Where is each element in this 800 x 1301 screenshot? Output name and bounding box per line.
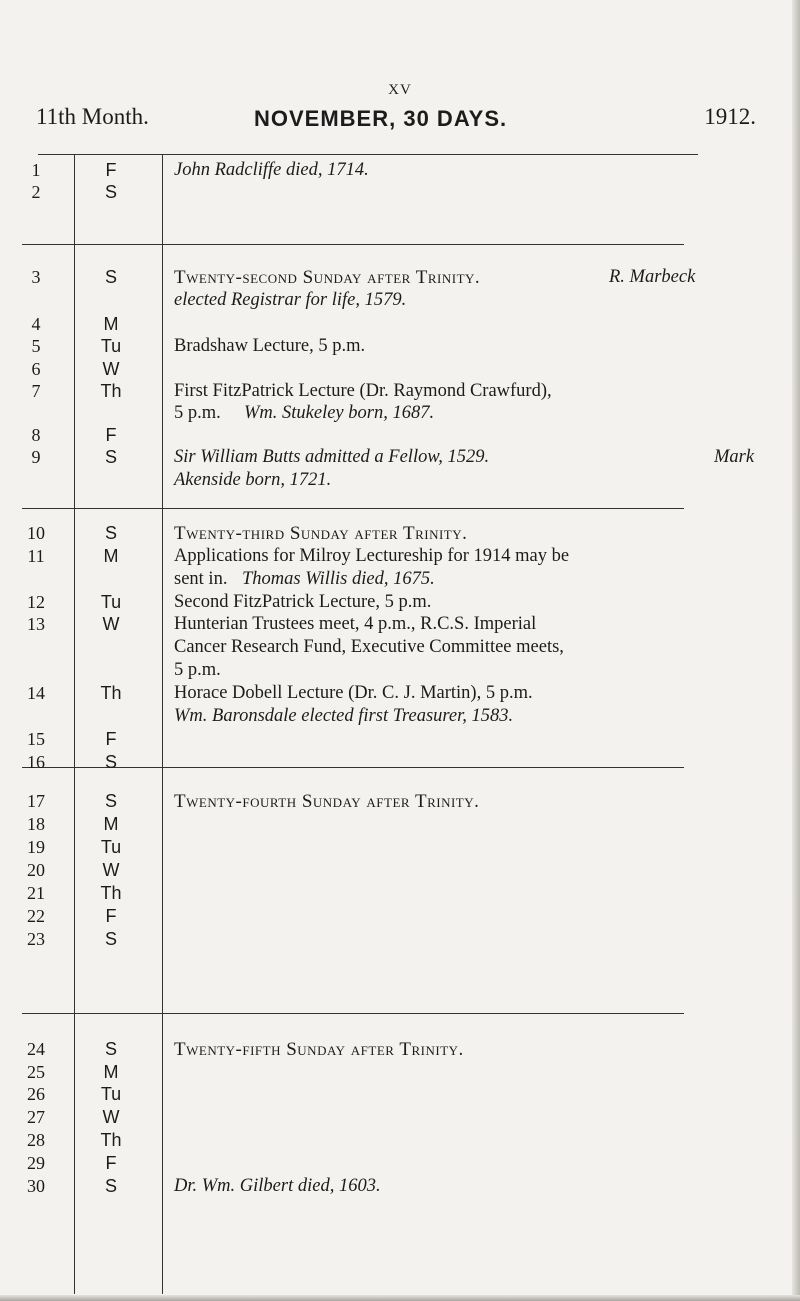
sunday-title: Twenty-fourth Sunday after Trinity. <box>174 791 480 812</box>
page-number: XV <box>388 82 412 98</box>
sunday-title: Twenty-fifth Sunday after Trinity. <box>174 1039 464 1060</box>
weekday: F <box>105 160 117 180</box>
day-number: 15 <box>27 729 45 749</box>
header-month: 11th Month. <box>36 104 149 129</box>
event-text: sent in. <box>174 569 228 589</box>
weekday: S <box>104 1176 117 1196</box>
weekday: M <box>103 1062 119 1082</box>
weekday: S <box>104 752 117 772</box>
day-number: 3 <box>31 267 41 287</box>
sunday-title: Twenty-second Sunday after Trinity. <box>174 267 481 288</box>
weekday: Tu <box>100 1084 122 1104</box>
header-year: 1912. <box>704 104 756 129</box>
day-number: 24 <box>27 1039 45 1059</box>
header-title: NOVEMBER, 30 DAYS. <box>254 106 508 131</box>
day-number: 18 <box>27 814 45 834</box>
weekday: F <box>105 729 117 749</box>
day-number: 12 <box>27 592 45 612</box>
weekday: S <box>104 267 117 287</box>
day-number: 22 <box>27 906 45 926</box>
event-text: Wm. Baronsdale elected first Treasurer, 1583. <box>174 706 514 726</box>
day-number: 28 <box>27 1130 45 1150</box>
page-header <box>36 104 766 134</box>
weekday: W <box>102 1107 120 1127</box>
weekday: S <box>104 929 117 949</box>
weekday: Th <box>100 1130 122 1150</box>
day-number: 1 <box>31 160 41 180</box>
weekday: Th <box>100 883 122 903</box>
weekday: Th <box>100 683 122 703</box>
event-text: Sir William Butts admitted a Fellow, 1529. <box>174 447 490 467</box>
event-text: Horace Dobell Lecture (Dr. C. J. Martin), 5 p.m. <box>174 683 533 703</box>
event-text: Mark <box>714 447 755 467</box>
day-number: 19 <box>27 837 45 857</box>
weekday: F <box>105 906 117 926</box>
event-text: Second FitzPatrick Lecture, 5 p.m. <box>174 592 432 612</box>
day-number: 17 <box>27 791 45 811</box>
day-number: 14 <box>27 683 45 703</box>
weekday: Tu <box>100 336 122 356</box>
day-number: 13 <box>27 614 45 634</box>
weekday: M <box>103 814 119 834</box>
event-text: Bradshaw Lecture, 5 p.m. <box>174 336 366 356</box>
weekday: M <box>103 314 119 334</box>
weekday: S <box>104 791 117 811</box>
weekday: S <box>104 523 117 543</box>
weekday: F <box>105 425 117 445</box>
column-divider-left <box>74 154 75 1294</box>
weekday: Tu <box>100 592 122 612</box>
day-number: 16 <box>27 752 45 772</box>
event-text: elected Registrar for life, 1579. <box>174 290 407 310</box>
weekday: M <box>103 546 119 566</box>
event-text: Hunterian Trustees meet, 4 p.m., R.C.S. Imperial <box>174 614 537 634</box>
week-divider <box>22 1013 684 1014</box>
event-text: Applications for Milroy Lectureship for 1914 may be <box>174 546 570 566</box>
day-number: 6 <box>31 359 41 379</box>
weekday: W <box>102 614 120 634</box>
week-divider <box>22 508 684 509</box>
event-text: First FitzPatrick Lecture (Dr. Raymond Crawfurd), <box>174 381 552 401</box>
page-edge-right <box>792 0 800 1301</box>
event-text: Akenside born, 1721. <box>174 470 332 490</box>
event-text: Cancer Research Fund, Executive Committee meets, <box>174 637 564 657</box>
weekday: Th <box>100 381 122 401</box>
day-number: 2 <box>31 182 41 202</box>
day-number: 23 <box>27 929 45 949</box>
event-text: John Radcliffe died, 1714. <box>174 160 369 180</box>
day-number: 26 <box>27 1084 45 1104</box>
event-text: 5 p.m. <box>174 403 221 423</box>
week-divider <box>22 244 684 245</box>
event-text: 5 p.m. <box>174 660 221 680</box>
page-edge-bottom <box>0 1295 800 1301</box>
header-rule <box>38 154 698 155</box>
day-number: 27 <box>27 1107 45 1127</box>
day-number: 25 <box>27 1062 45 1082</box>
column-divider-right <box>162 154 163 1294</box>
weekday: Tu <box>100 837 122 857</box>
event-text: Dr. Wm. Gilbert died, 1603. <box>174 1176 381 1196</box>
weekday: S <box>104 447 117 467</box>
day-number: 5 <box>31 336 41 356</box>
day-number: 21 <box>27 883 45 903</box>
event-text: R. Marbeck <box>609 267 696 287</box>
day-number: 8 <box>31 425 41 445</box>
day-number: 29 <box>27 1153 45 1173</box>
day-number: 30 <box>27 1176 45 1196</box>
weekday: W <box>102 860 120 880</box>
day-number: 7 <box>31 381 41 401</box>
event-text: Thomas Willis died, 1675. <box>242 569 435 589</box>
day-number: 10 <box>27 523 45 543</box>
event-text: Wm. Stukeley born, 1687. <box>244 403 435 423</box>
day-number: 20 <box>27 860 45 880</box>
day-number: 4 <box>31 314 41 334</box>
weekday: S <box>104 182 117 202</box>
weekday: S <box>104 1039 117 1059</box>
weekday: F <box>105 1153 117 1173</box>
weekday: W <box>102 359 120 379</box>
day-number: 11 <box>27 546 45 566</box>
sunday-title: Twenty-third Sunday after Trinity. <box>174 523 468 544</box>
day-number: 9 <box>31 447 41 467</box>
